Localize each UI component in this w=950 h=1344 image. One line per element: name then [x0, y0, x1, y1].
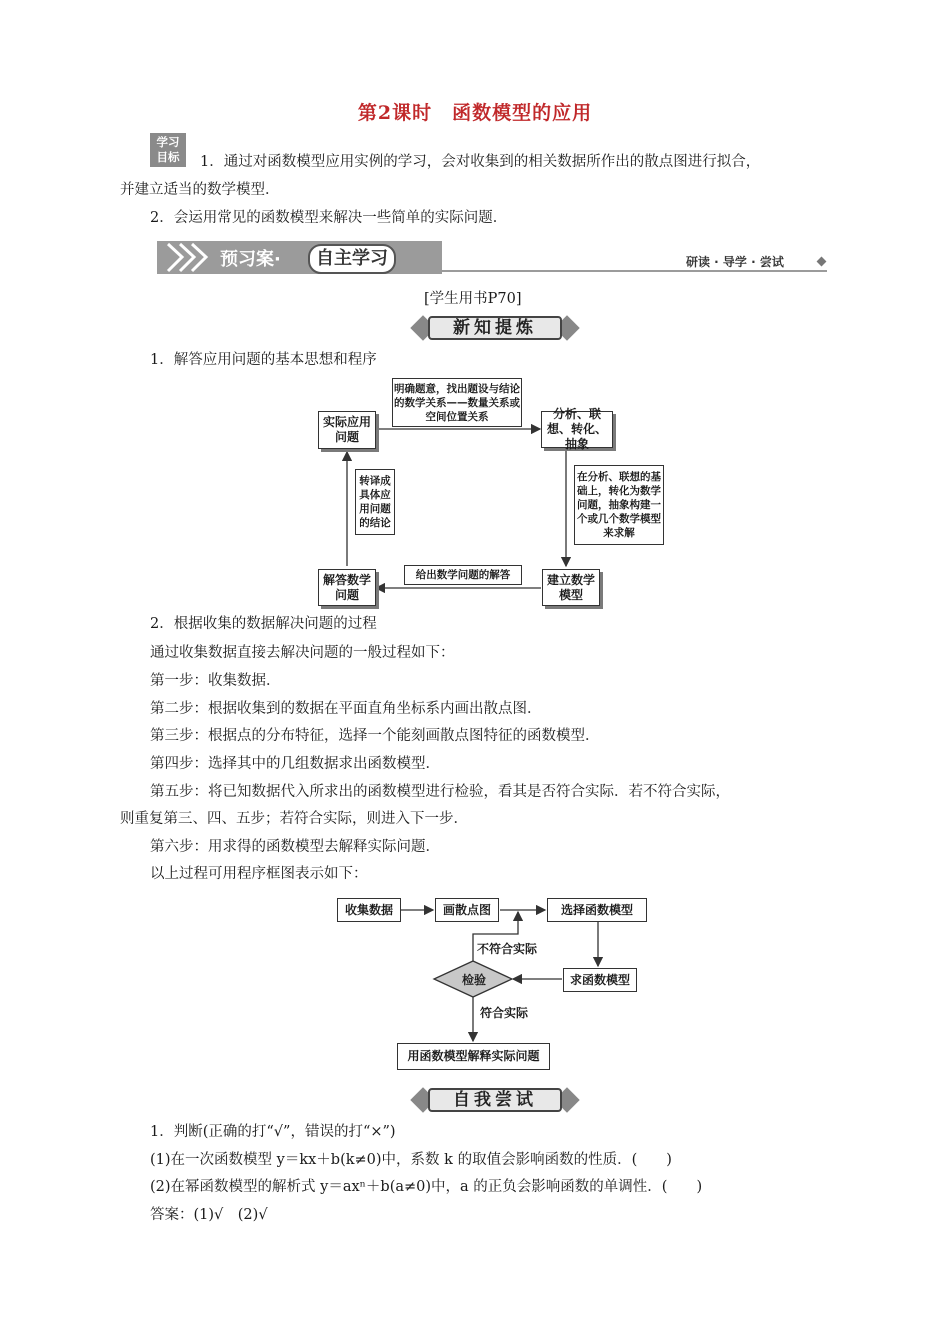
note-bottom: 给出数学问题的解答 [404, 565, 522, 585]
box-solve-math: 解答数学问题 [318, 569, 376, 606]
note-right: 在分析、联想的基础上，转化为数学问题，抽象构建一个或几个数学模型来求解 [574, 465, 664, 545]
banner-left-label: 预习案· [220, 249, 281, 270]
box-analysis: 分析、联想、转化、抽象 [541, 411, 613, 448]
item2-line-0: 通过收集数据直接去解决问题的一般过程如下： [150, 645, 455, 661]
goal-line-3: 2．会运用常见的函数模型来解决一些简单的实际问题． [150, 210, 508, 226]
item2-line-4: 第四步：选择其中的几组数据求出函数模型． [150, 756, 440, 772]
flow-fit-label: 符合实际 [480, 1006, 529, 1020]
section-header-new-knowledge: 新知提炼 [410, 313, 580, 343]
item2-line-1: 第一步：收集数据． [150, 673, 281, 689]
flow-choose-model: 选择函数模型 [547, 898, 647, 922]
goal-line-1: 1．通过对函数模型应用实例的学习，会对收集到的相关数据所作出的散点图进行拟合， [200, 154, 761, 170]
flow-collect-data: 收集数据 [337, 898, 401, 922]
goal-line-2: 并建立适当的数学模型． [120, 182, 280, 198]
item2-line-7: 第六步：用求得的函数模型去解释实际问题． [150, 839, 440, 855]
item2-line-3: 第三步：根据点的分布特征，选择一个能刻画散点图特征的函数模型． [150, 728, 600, 744]
note-left: 转译成具体应用问题的结论 [355, 469, 395, 535]
section-header-self-try: 自我尝试 [410, 1085, 580, 1115]
note-top: 明确题意，找出题设与结论的数学关系——数量关系或空间位置关系 [392, 378, 522, 427]
flow-explain: 用函数模型解释实际问题 [397, 1043, 550, 1070]
flow-draw-scatter: 画散点图 [435, 898, 499, 922]
badge-line-1: 学习 [156, 135, 180, 149]
item2-line-6: 则重复第三、四、五步；若符合实际，则进入下一步． [120, 811, 468, 827]
book-reference: [学生用书P70] [424, 291, 522, 307]
badge-line-2: 目标 [156, 150, 180, 164]
try-question-1: (1)在一次函数模型 y＝kx＋b(k≠0)中，系数 k 的取值会影响函数的性质．( ) [150, 1152, 672, 1168]
banner-right-label: 研读 · 导学 · 尝试 [686, 255, 784, 269]
box-practical-problem: 实际应用问题 [318, 411, 376, 449]
item2-line-2: 第二步：根据收集到的数据在平面直角坐标系内画出散点图． [150, 701, 542, 717]
try-question-2: (2)在幂函数模型的解析式 y＝axⁿ＋b(a≠0)中，a 的正负会影响函数的单调性．( ) [150, 1179, 703, 1195]
item2-line-8: 以上过程可用程序框图表示如下： [150, 866, 368, 882]
box-build-model: 建立数学模型 [542, 569, 600, 606]
flow-find-model: 求函数模型 [563, 968, 637, 992]
item2-line-5: 第五步：将已知数据代入所求出的函数模型进行检验，看其是否符合实际．若不符合实际， [150, 784, 730, 800]
item1-heading: 1．解答应用问题的基本思想和程序 [150, 352, 377, 368]
flow-check: 检验 [461, 973, 486, 987]
page-title: 第2课时 函数模型的应用 [357, 102, 593, 124]
try-heading: 1．判断(正确的打“√”，错误的打“×”) [150, 1124, 396, 1140]
banner-highlight: 自主学习 [308, 244, 396, 274]
answer-line: 答案：(1)√ (2)√ [150, 1207, 268, 1223]
flow-not-fit-label: 不符合实际 [477, 942, 538, 956]
item2-heading: 2．根据收集的数据解决问题的过程 [150, 616, 377, 632]
